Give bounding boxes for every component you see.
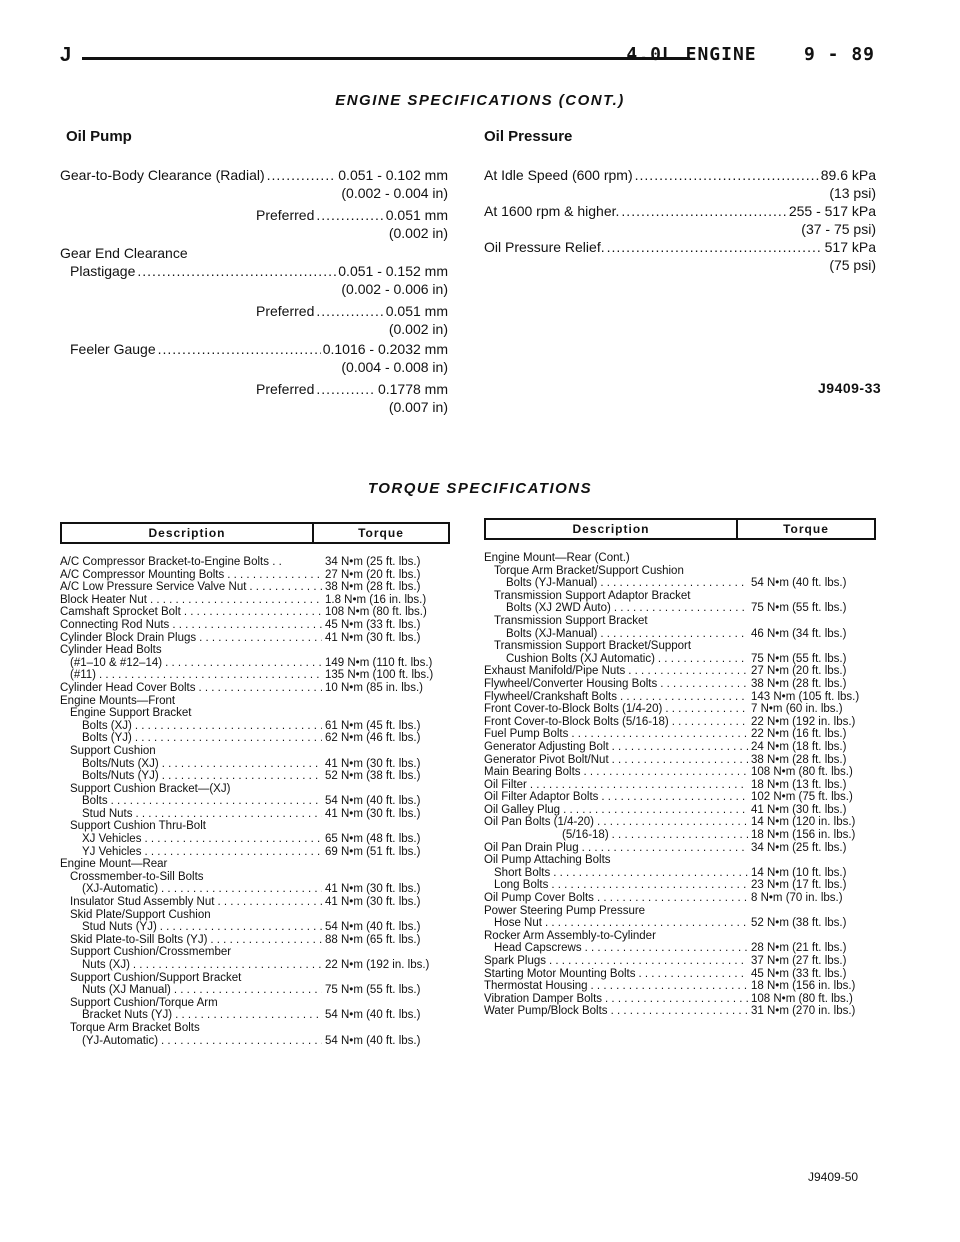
row-description: Support Cushion Bracket—(XJ) <box>70 782 231 795</box>
row-torque: 75 N•m (55 ft. lbs.) <box>325 984 421 997</box>
row-torque: 149 N•m (110 ft. lbs.) <box>325 656 433 669</box>
table-row <box>60 959 450 972</box>
spec-row: Preferred ..... 0.051 mm <box>256 206 448 224</box>
row-description: Front Cover-to-Block Bolts (1/4-20) <box>484 703 663 716</box>
row-torque: 27 N•m (20 ft. lbs.) <box>751 665 847 678</box>
table-row <box>484 653 876 666</box>
table-row <box>60 745 450 758</box>
table-row <box>484 640 876 653</box>
row-torque: 27 N•m (20 ft. lbs.) <box>325 568 421 581</box>
figure-code: J9409-50 <box>808 1170 859 1184</box>
table-row <box>60 669 450 682</box>
row-description: Oil Pump Attaching Bolts <box>484 854 611 867</box>
table-row <box>484 590 876 603</box>
table-row <box>60 997 450 1010</box>
table-row <box>484 930 876 943</box>
row-description: Stud Nuts <box>82 807 133 820</box>
table-row <box>484 804 876 817</box>
row-description: Bracket Nuts (YJ) <box>82 1009 173 1022</box>
table-row <box>60 1022 450 1035</box>
row-description: Oil Pan Bolts (1/4-20) <box>484 816 594 829</box>
row-description: Rocker Arm Assembly-to-Cylinder <box>484 929 656 942</box>
row-description: Main Bearing Bolts <box>484 766 581 779</box>
row-torque: 14 N•m (10 ft. lbs.) <box>751 866 847 879</box>
row-torque: 18 N•m (13 ft. lbs.) <box>751 778 847 791</box>
row-description: (5/16-18) <box>562 829 609 842</box>
row-description: Bolts (XJ 2WD Auto) <box>506 602 611 615</box>
row-description: A/C Compressor Bracket-to-Engine Bolts . . <box>60 556 282 568</box>
row-torque: 31 N•m (270 in. lbs.) <box>751 1005 856 1018</box>
table-row <box>60 606 450 619</box>
row-description: Skid Plate/Support Cushion <box>70 908 211 921</box>
row-description: XJ Vehicles <box>82 833 142 846</box>
row-description: Stud Nuts (YJ) <box>82 921 157 934</box>
row-torque: 22 N•m (192 in. lbs.) <box>325 959 430 971</box>
row-torque: 10 N•m (85 in. lbs.) <box>325 681 423 694</box>
row-torque: 135 N•m (100 ft. lbs.) <box>325 669 434 682</box>
oil-pressure-title: Oil Pressure <box>484 128 573 145</box>
table-row <box>484 1005 876 1018</box>
row-torque: 46 N•m (34 ft. lbs.) <box>751 627 847 640</box>
row-description: Bolts/Nuts (XJ) <box>82 757 159 770</box>
spec-row: Preferred ..... 0.1778 mm <box>256 380 448 398</box>
table-row <box>60 581 450 594</box>
table-row <box>60 770 450 783</box>
row-torque: 41 N•m (30 ft. lbs.) <box>325 807 421 820</box>
column-header-description: Description <box>62 524 314 542</box>
table-row <box>60 984 450 997</box>
row-description: Starting Motor Mounting Bolts <box>484 967 636 980</box>
table-row <box>60 972 450 985</box>
table-row <box>60 657 450 670</box>
row-torque: 41 N•m (30 ft. lbs.) <box>325 896 421 909</box>
row-torque: 54 N•m (40 ft. lbs.) <box>751 577 847 590</box>
row-description: Support Cushion <box>70 744 156 757</box>
table-row <box>60 732 450 745</box>
table-row <box>484 905 876 918</box>
column-header-torque: Torque <box>783 522 829 536</box>
row-description: Bolts (YJ) <box>82 732 132 745</box>
table-row <box>484 602 876 615</box>
row-torque: 88 N•m (65 ft. lbs.) <box>325 933 421 946</box>
row-description: Transmission Support Bracket/Support <box>494 640 692 653</box>
row-description: Engine Mount—Rear <box>60 858 168 871</box>
row-description: (YJ-Automatic) <box>82 1034 159 1047</box>
row-torque: 24 N•m (18 ft. lbs.) <box>751 740 847 753</box>
row-description: Nuts (XJ Manual) <box>82 984 171 997</box>
row-description: (#11) <box>70 669 96 682</box>
table-row <box>60 556 450 569</box>
row-torque: 18 N•m (156 in. lbs.) <box>751 829 856 842</box>
row-description: (#1–10 & #12–14) <box>70 656 163 669</box>
oil-pump-title: Oil Pump <box>66 128 132 145</box>
oil-pressure-specs: At Idle Speed (600 rpm) ..... 89.6 kPa (13 psi) At 1600 rpm & higher. ..... 255 - 517 kPa (37 - 75 psi) Oil Pressure Relief. ..... 517 kPa (75 psi) <box>484 166 876 274</box>
table-row <box>484 942 876 955</box>
table-row <box>484 867 876 880</box>
row-torque: 61 N•m (45 ft. lbs.) <box>325 719 421 732</box>
spec-row: Oil Pressure Relief. ..... 517 kPa <box>484 238 876 256</box>
row-torque: 28 N•m (21 ft. lbs.) <box>751 942 847 955</box>
row-description: Spark Plugs <box>484 955 547 967</box>
table-row <box>484 552 876 565</box>
row-description: (XJ-Automatic) <box>82 883 159 896</box>
table-row <box>60 569 450 582</box>
table-row <box>60 644 450 657</box>
table-row <box>60 858 450 871</box>
row-description: Support Cushion/Support Bracket <box>70 971 242 984</box>
table-row <box>484 791 876 804</box>
table-body <box>60 556 450 1047</box>
row-torque: 108 N•m (80 ft. lbs.) <box>751 992 853 1005</box>
table-row <box>60 833 450 846</box>
row-torque: 23 N•m (17 ft. lbs.) <box>751 879 847 892</box>
oil-pump-specs: Gear-to-Body Clearance (Radial) ..... 0.051 - 0.102 mm (0.002 - 0.004 in) Preferred ..... 0.051 mm (0.002 in) Gear End Clearance Plastigage ..... 0.051 - 0.152 mm (0.002 - 0.006 in) Preferred ..... 0.051 mm (0.002 in) Feeler Gauge ..... 0.1016 - 0.2032 mm (0.004 - 0.008 in) Preferred ..... 0.1778 mm (0.007 in) <box>60 166 448 416</box>
row-torque: 22 N•m (16 ft. lbs.) <box>751 728 847 741</box>
row-description: Bolts (XJ) <box>82 719 132 732</box>
row-description: Head Capscrews <box>494 942 582 955</box>
row-torque: 75 N•m (55 ft. lbs.) <box>751 652 847 665</box>
table-row <box>484 754 876 767</box>
row-torque: 34 N•m (25 ft. lbs.) <box>325 556 421 568</box>
row-torque: 62 N•m (46 ft. lbs.) <box>325 732 421 745</box>
row-description: Bolts (XJ-Manual) <box>506 627 598 640</box>
table-row <box>60 883 450 896</box>
row-torque: 54 N•m (40 ft. lbs.) <box>325 921 421 934</box>
row-description: Hose Nut <box>494 917 542 930</box>
table-row <box>60 846 450 859</box>
row-description: Insulator Stud Assembly Nut <box>70 896 215 909</box>
table-row <box>60 758 450 771</box>
row-torque: 52 N•m (38 ft. lbs.) <box>751 917 847 930</box>
row-torque: 22 N•m (192 in. lbs.) <box>751 715 856 728</box>
table-row <box>484 879 876 892</box>
row-description: Bolts/Nuts (YJ) <box>82 770 159 783</box>
row-torque: 45 N•m (33 ft. lbs.) <box>751 967 847 980</box>
row-description: Flywheel/Crankshaft Bolts <box>484 690 617 703</box>
table-row <box>60 695 450 708</box>
row-description: Oil Filter Adaptor Bolts <box>484 791 599 804</box>
table-row <box>60 720 450 733</box>
table-row <box>60 783 450 796</box>
row-torque: 108 N•m (80 ft. lbs.) <box>325 606 427 619</box>
torque-table-left <box>60 522 450 1047</box>
page-title: 4.0L ENGINE 9 - 89 <box>626 44 875 65</box>
row-description: Cylinder Head Bolts <box>60 644 162 657</box>
row-description: Block Heater Nut <box>60 593 147 606</box>
column-header-torque: Torque <box>358 526 404 540</box>
row-description: Flywheel/Converter Housing Bolts <box>484 677 658 690</box>
table-row <box>484 577 876 590</box>
table-row <box>60 707 450 720</box>
row-description: Cylinder Head Cover Bolts <box>60 681 196 694</box>
row-torque: 108 N•m (80 ft. lbs.) <box>751 766 853 779</box>
row-torque: 45 N•m (33 ft. lbs.) <box>325 618 421 631</box>
row-torque: 38 N•m (28 ft. lbs.) <box>751 677 847 690</box>
row-torque: 52 N•m (38 ft. lbs.) <box>325 770 421 783</box>
table-row <box>484 968 876 981</box>
row-torque: 65 N•m (48 ft. lbs.) <box>325 833 421 846</box>
row-torque: 34 N•m (25 ft. lbs.) <box>751 841 847 854</box>
table-row <box>484 716 876 729</box>
table-row <box>484 728 876 741</box>
spec-row: Feeler Gauge ..... 0.1016 - 0.2032 mm <box>70 340 448 358</box>
table-row <box>484 829 876 842</box>
row-description: Support Cushion/Torque Arm <box>70 996 218 1009</box>
table-row <box>60 1009 450 1022</box>
table-row <box>60 934 450 947</box>
table-row <box>484 980 876 993</box>
row-description: Thermostat Housing <box>484 980 588 993</box>
section-letter: J <box>60 44 72 66</box>
row-torque: 54 N•m (40 ft. lbs.) <box>325 795 421 808</box>
table-row <box>484 615 876 628</box>
row-description: Transmission Support Adaptor Bracket <box>494 589 691 602</box>
spec-row: Gear-to-Body Clearance (Radial) ..... 0.051 - 0.102 mm <box>60 166 448 184</box>
table-row <box>60 896 450 909</box>
row-description: Vibration Damper Bolts <box>484 992 603 1005</box>
spec-row: Plastigage ..... 0.051 - 0.152 mm <box>70 262 448 280</box>
table-row <box>60 946 450 959</box>
row-description: Front Cover-to-Block Bolts (5/16-18) <box>484 715 669 728</box>
table-header <box>60 522 450 544</box>
table-row <box>60 632 450 645</box>
header-rule <box>82 57 690 60</box>
row-description: Oil Pump Cover Bolts <box>484 892 594 905</box>
row-torque: 37 N•m (27 ft. lbs.) <box>751 955 847 967</box>
row-description: Oil Galley Plug <box>484 803 561 816</box>
row-description: Torque Arm Bracket Bolts <box>70 1021 200 1034</box>
row-torque: 38 N•m (28 ft. lbs.) <box>325 581 421 594</box>
row-description: Crossmember-to-Sill Bolts <box>70 870 204 883</box>
table-row <box>484 955 876 968</box>
row-torque: 38 N•m (28 ft. lbs.) <box>751 753 847 766</box>
row-torque: 102 N•m (75 ft. lbs.) <box>751 791 853 804</box>
table-row <box>484 854 876 867</box>
table-row <box>484 691 876 704</box>
row-torque: 69 N•m (51 ft. lbs.) <box>325 845 421 858</box>
table-header <box>484 518 876 540</box>
column-header-description: Description <box>486 520 738 538</box>
row-description: Generator Adjusting Bolt <box>484 740 609 753</box>
row-description: A/C Low Pressure Service Valve Nut <box>60 581 247 594</box>
row-torque: 54 N•m (40 ft. lbs.) <box>325 1034 421 1047</box>
table-row <box>484 892 876 905</box>
row-torque: 143 N•m (105 ft. lbs.) <box>751 690 860 703</box>
table-row <box>60 921 450 934</box>
figure-code: J9409-33 <box>818 380 882 396</box>
row-description: Support Cushion/Crossmember <box>70 946 232 959</box>
row-description: Bolts (YJ-Manual) <box>506 577 598 590</box>
row-description: Engine Mounts—Front <box>60 694 176 707</box>
row-description: Oil Filter <box>484 778 527 791</box>
row-description: Nuts (XJ) <box>82 959 130 971</box>
row-description: Engine Mount—Rear (Cont.) <box>484 552 630 564</box>
engine-specs-title: ENGINE SPECIFICATIONS (CONT.) <box>335 92 625 109</box>
spec-row: At 1600 rpm & higher. ..... 255 - 517 kPa <box>484 202 876 220</box>
row-torque: 1.8 N•m (16 in. lbs.) <box>325 593 427 606</box>
row-description: Short Bolts <box>494 866 551 879</box>
table-row <box>484 678 876 691</box>
table-row <box>60 594 450 607</box>
table-body <box>484 552 876 1018</box>
spec-row: At Idle Speed (600 rpm) ..... 89.6 kPa <box>484 166 876 184</box>
row-description: Support Cushion Thru-Bolt <box>70 820 206 833</box>
row-description: Water Pump/Block Bolts <box>484 1005 608 1018</box>
table-row <box>60 682 450 695</box>
table-row <box>484 565 876 578</box>
table-row <box>484 779 876 792</box>
row-description: Long Bolts <box>494 879 549 892</box>
page-header <box>60 44 875 68</box>
row-description: YJ Vehicles <box>82 845 142 858</box>
spec-row: Preferred ..... 0.051 mm <box>256 302 448 320</box>
table-row <box>484 816 876 829</box>
row-torque: 18 N•m (156 in. lbs.) <box>751 980 856 993</box>
row-torque: 8 N•m (70 in. lbs.) <box>751 892 843 905</box>
table-row <box>484 703 876 716</box>
table-row <box>60 871 450 884</box>
row-description: Camshaft Sprocket Bolt <box>60 606 181 619</box>
table-row <box>484 917 876 930</box>
table-row <box>60 619 450 632</box>
row-torque: 14 N•m (120 in. lbs.) <box>751 816 856 829</box>
row-torque: 75 N•m (55 ft. lbs.) <box>751 602 847 615</box>
row-description: Power Steering Pump Pressure <box>484 904 646 917</box>
row-description: Connecting Rod Nuts <box>60 618 170 631</box>
row-description: Bolts <box>82 795 108 808</box>
row-description: Cylinder Block Drain Plugs <box>60 631 197 644</box>
row-description: Generator Pivot Bolt/Nut <box>484 753 609 766</box>
row-torque: 41 N•m (30 ft. lbs.) <box>325 631 421 644</box>
row-torque: 41 N•m (30 ft. lbs.) <box>325 883 421 896</box>
row-description: Exhaust Manifold/Pipe Nuts <box>484 665 626 678</box>
table-row <box>484 766 876 779</box>
table-row <box>60 808 450 821</box>
row-torque: 41 N•m (30 ft. lbs.) <box>325 757 421 770</box>
table-row <box>484 993 876 1006</box>
table-row <box>60 795 450 808</box>
row-description: Fuel Pump Bolts <box>484 728 569 741</box>
row-description: Transmission Support Bracket <box>494 614 648 627</box>
table-row <box>60 1035 450 1048</box>
torque-specs-title: TORQUE SPECIFICATIONS <box>367 480 593 497</box>
table-row <box>484 665 876 678</box>
row-torque: 41 N•m (30 ft. lbs.) <box>751 803 847 816</box>
row-torque: 54 N•m (40 ft. lbs.) <box>325 1009 421 1022</box>
table-row <box>484 741 876 754</box>
table-row <box>60 909 450 922</box>
row-description: Cushion Bolts (XJ Automatic) <box>506 652 655 665</box>
row-description: A/C Compressor Mounting Bolts <box>60 568 225 581</box>
table-row <box>484 842 876 855</box>
torque-table-right <box>484 518 876 1018</box>
row-description: Skid Plate-to-Sill Bolts (YJ) <box>70 933 208 946</box>
row-description: Torque Arm Bracket/Support Cushion <box>494 564 684 577</box>
table-row <box>60 820 450 833</box>
table-row <box>484 628 876 641</box>
row-torque: 7 N•m (60 in. lbs.) <box>751 703 843 716</box>
row-description: Engine Support Bracket <box>70 707 192 720</box>
row-description: Oil Pan Drain Plug <box>484 841 579 854</box>
